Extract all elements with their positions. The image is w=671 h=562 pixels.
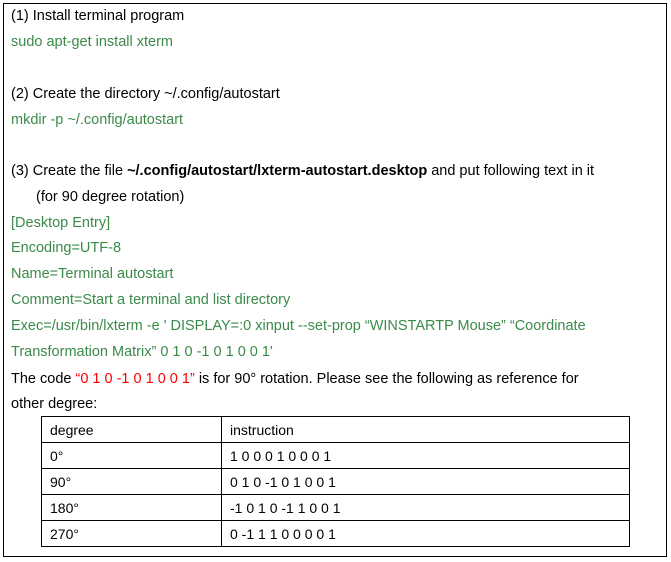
step2-command: mkdir -p ~/.config/autostart <box>11 112 184 128</box>
note-line-2: other degree: <box>11 396 98 412</box>
table-cell-instruction: 0 -1 1 1 0 0 0 0 1 <box>222 521 630 547</box>
step1-heading: (1) Install terminal program <box>11 8 185 24</box>
desktop-line-2: Encoding=UTF-8 <box>11 240 122 256</box>
table-cell-degree: 90° <box>42 469 222 495</box>
step3-suffix: and put following text in it <box>427 163 595 179</box>
step1-command: sudo apt-get install xterm <box>11 34 173 50</box>
step2-heading: (2) Create the directory ~/.config/autostart <box>11 86 280 102</box>
desktop-line-6: Transformation Matrix” 0 1 0 -1 0 1 0 0 1' <box>11 344 273 360</box>
note-code: “0 1 0 -1 0 1 0 0 1” <box>75 371 195 387</box>
step3-file-path: ~/.config/autostart/lxterm-autostart.desktop <box>127 163 428 179</box>
table-cell-degree: 180° <box>42 495 222 521</box>
step3-prefix: (3) Create the file <box>11 163 128 179</box>
table-header-instruction: instruction <box>222 417 630 443</box>
table-cell-degree: 270° <box>42 521 222 547</box>
desktop-line-5: Exec=/usr/bin/lxterm -e ' DISPLAY=:0 xinput --set-prop “WINSTARTP Mouse” “Coordinate <box>11 318 586 334</box>
table-row <box>42 521 630 547</box>
desktop-line-1: [Desktop Entry] <box>11 215 111 231</box>
table-row <box>42 443 630 469</box>
note-line <box>11 369 579 389</box>
step3-subline: (for 90 degree rotation) <box>36 189 185 205</box>
table-row <box>42 495 630 521</box>
desktop-line-4: Comment=Start a terminal and list directory <box>11 292 291 308</box>
table-header-row <box>42 417 630 443</box>
table-cell-degree: 0° <box>42 443 222 469</box>
table-header-degree: degree <box>42 417 222 443</box>
table-cell-instruction: 0 1 0 -1 0 1 0 0 1 <box>222 469 630 495</box>
desktop-line-3: Name=Terminal autostart <box>11 266 174 282</box>
table-row <box>42 469 630 495</box>
table-cell-instruction: 1 0 0 0 1 0 0 0 1 <box>222 443 630 469</box>
step3-heading <box>11 161 594 181</box>
table-cell-instruction: -1 0 1 0 -1 1 0 0 1 <box>222 495 630 521</box>
note-post: is for 90° rotation. Please see the following as reference for <box>194 371 579 387</box>
note-pre: The code <box>11 371 76 387</box>
rotation-table <box>41 416 630 547</box>
